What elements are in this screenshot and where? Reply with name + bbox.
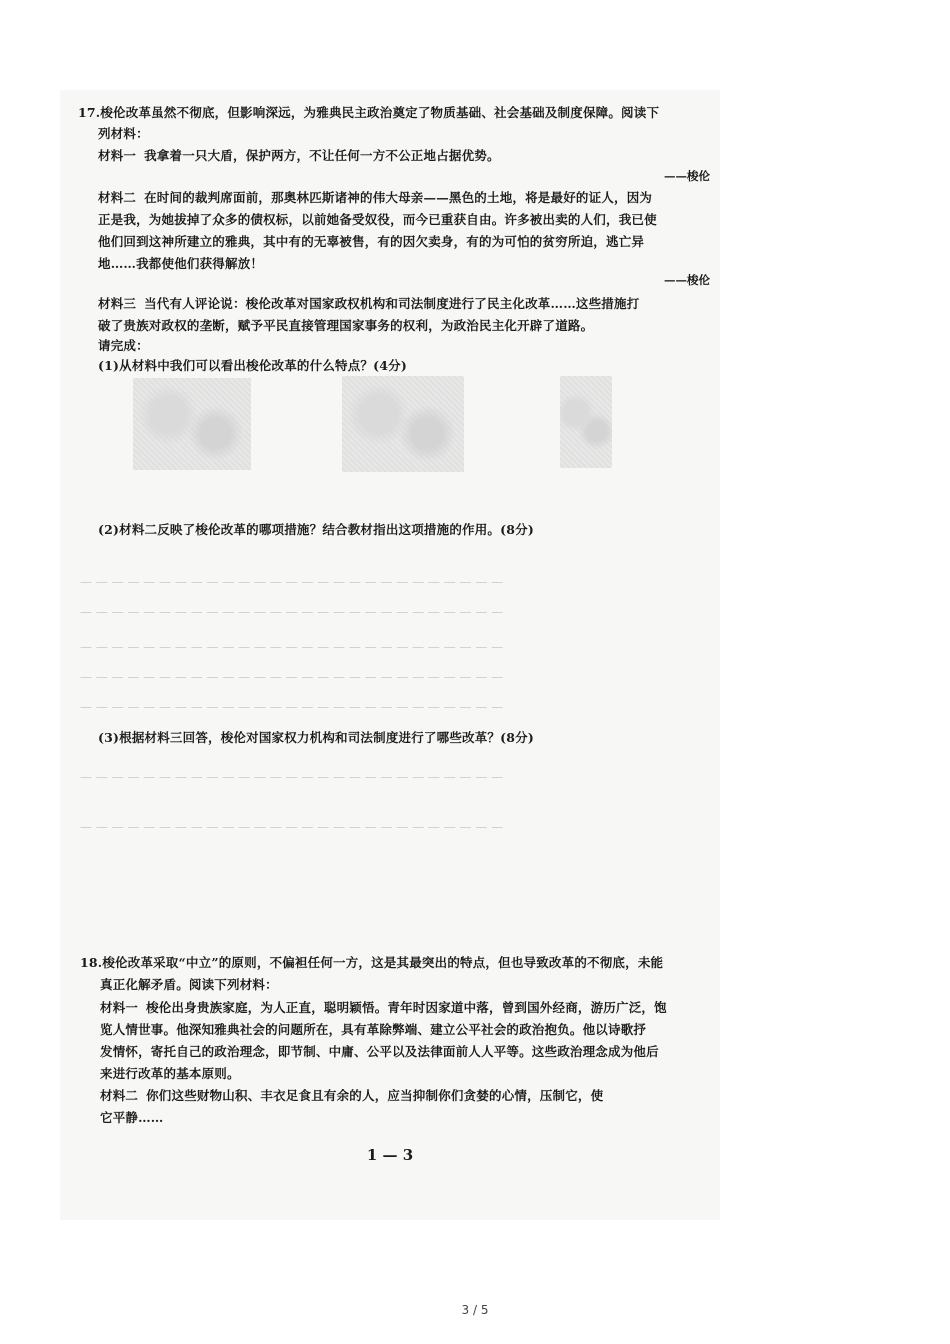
faded-image	[560, 376, 612, 468]
q17-subquestion-3: (3)根据材料三回答，梭伦对国家权力机构和司法制度进行了哪些改革？(8分)	[98, 730, 534, 745]
bleed-through-text: — — — — — — — — — — — — — — — — — — — — — — — — — — —	[80, 820, 504, 834]
q18-material-2	[100, 1086, 603, 1104]
faded-image	[133, 378, 251, 470]
attribution: ——梭伦	[664, 273, 710, 287]
faded-image	[342, 376, 464, 472]
q18-stem: 18.梭伦改革采取“中立”的原则，不偏袒任何一方，这是其最突出的特点，但也导致改革的不彻底，未能	[80, 955, 664, 970]
q17-material-3-line: 破了贵族对政权的垄断，赋予平民直接管理国家事务的权利，为政治民主化开辟了道路。	[98, 318, 594, 333]
q17-material-1	[98, 146, 500, 164]
q17-material-2	[98, 188, 652, 206]
material-label: 材料一	[98, 148, 137, 163]
material-text: 梭伦出身贵族家庭，为人正直，聪明颖悟。青年时因家道中落，曾到国外经商，游历广泛，饱	[146, 1000, 667, 1015]
q17-stem: 17.梭伦改革虽然不彻底，但影响深远，为雅典民主政治奠定了物质基础、社会基础及制度保障。阅读下	[78, 105, 660, 120]
q17-subquestion-1: (1)从材料中我们可以看出梭伦改革的什么特点？(4分)	[98, 358, 407, 373]
q17-material-2-line: 正是我，为她拔掉了众多的债权标，以前她备受奴役，而今已重获自由。许多被出卖的人们，我已使	[98, 212, 657, 227]
q17-subquestion-2: (2)材料二反映了梭伦改革的哪项措施？结合教材指出这项措施的作用。(8分)	[98, 522, 534, 537]
material-text: 你们这些财物山积、丰衣足食且有余的人，应当抑制你们贪婪的心情，压制它，使	[146, 1088, 604, 1103]
q17-material-2-line: 地……我都使他们获得解放！	[98, 256, 264, 271]
q18-stem-cont: 真正化解矛盾。阅读下列材料：	[100, 977, 278, 992]
page-number: 1 — 3	[366, 1146, 414, 1164]
q17-material-2-line: 他们回到这神所建立的雅典，其中有的无辜被售，有的因欠卖身，有的为可怕的贫穷所迫，逃亡异	[98, 234, 645, 249]
q18-material-1-line: 来进行改革的基本原则。	[100, 1066, 240, 1081]
bleed-through-text: — — — — — — — — — — — — — — — — — — — — — — — — — — —	[80, 605, 504, 619]
material-text: 我拿着一只大盾，保护两方，不让任何一方不公正地占据优势。	[144, 148, 500, 163]
material-label: 材料一	[100, 1000, 139, 1015]
q18-material-2-line: 它平静……	[100, 1110, 164, 1125]
q18-material-1-line: 发情怀，寄托自己的政治理念，即节制、中庸、公平以及法律面前人人平等。这些政治理念成为他后	[100, 1044, 659, 1059]
q18-material-1	[100, 998, 667, 1016]
material-text: 当代有人评论说：梭伦改革对国家政权机构和司法制度进行了民主化改革……这些措施打	[144, 296, 640, 311]
pdf-page-indicator: 3 / 5	[461, 1303, 489, 1317]
bleed-through-text: — — — — — — — — — — — — — — — — — — — — — — — — — — —	[80, 770, 504, 784]
q18-material-1-line: 览人情世事。他深知雅典社会的问题所在，具有革除弊端、建立公平社会的政治抱负。他以诗歌抒	[100, 1022, 647, 1037]
material-label: 材料二	[98, 190, 137, 205]
material-text: 在时间的裁判席面前，那奥林匹斯诸神的伟大母亲——黑色的土地，将是最好的证人，因为	[144, 190, 653, 205]
attribution: ——梭伦	[664, 169, 710, 183]
bleed-through-text: — — — — — — — — — — — — — — — — — — — — — — — — — — —	[80, 700, 504, 714]
q17-material-3	[98, 294, 639, 312]
bleed-through-text: — — — — — — — — — — — — — — — — — — — — — — — — — — —	[80, 670, 504, 684]
q17-prompt: 请完成：	[98, 338, 149, 353]
q17-stem-cont: 列材料：	[98, 126, 149, 141]
material-label: 材料三	[98, 296, 137, 311]
bleed-through-text: — — — — — — — — — — — — — — — — — — — — — — — — — — —	[80, 575, 504, 589]
material-label: 材料二	[100, 1088, 139, 1103]
bleed-through-text: — — — — — — — — — — — — — — — — — — — — — — — — — — —	[80, 640, 504, 654]
